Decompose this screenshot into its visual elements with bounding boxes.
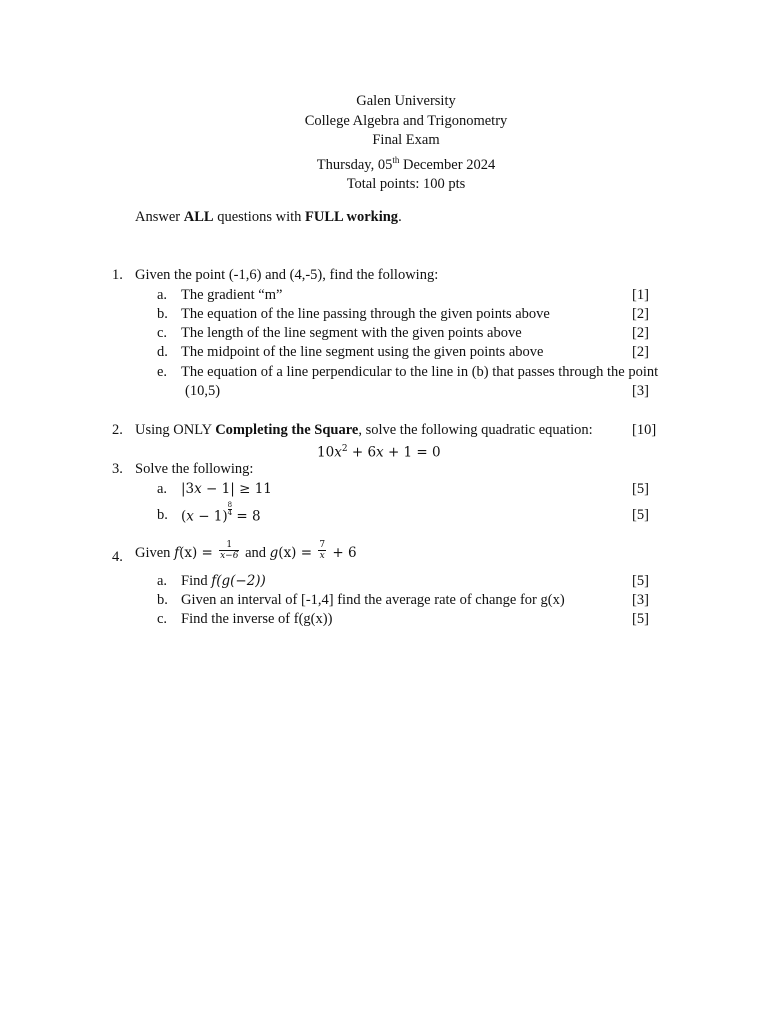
part-text: The equation of a line perpendicular to the line in (b) that passes through the point <box>181 364 659 380</box>
part-text: The midpoint of the line segment using the given points above <box>181 344 544 360</box>
exam-title: Final Exam <box>372 132 440 149</box>
question-text: Given the point (-1,6) and (4,-5), find the following: <box>135 267 439 283</box>
question-text: Solve the following: <box>135 461 254 477</box>
question-number: 3. <box>112 461 123 477</box>
part-text: The length of the line segment with the given points above <box>181 325 522 341</box>
part-points: [1] <box>632 287 649 303</box>
part-label: b. <box>157 507 168 523</box>
part-points: [5] <box>632 611 649 627</box>
question-points: [10] <box>632 422 657 438</box>
part-math: (x − 1) $\frac{8}{4}$ = 8 <box>181 501 261 525</box>
question-number: 2. <box>112 422 123 438</box>
question-text: Given f(x) = $\frac{1}{x-6}$ and g(x) = $\frac{7}{x}$ + 6 <box>135 540 357 561</box>
part-label: a. <box>157 573 168 589</box>
quadratic-equation: $10x^2 + 6x + 1 = 0$ <box>317 444 441 461</box>
instructions: Answer ALL questions with FULL working. <box>135 209 402 225</box>
exam-date: Thursday, 05th December 2024 <box>316 154 496 173</box>
part-label: a. <box>157 287 168 303</box>
part-label: a. <box>157 481 168 497</box>
part-text: The equation of the line passing through the given points above <box>181 306 550 322</box>
part-label: c. <box>157 325 168 341</box>
part-math: |3x − 1| ≥ 11 <box>181 481 272 497</box>
part-label: b. <box>157 592 168 608</box>
university-name: Galen University <box>356 93 456 109</box>
part-points: [2] <box>632 306 649 322</box>
part-points: [2] <box>632 344 649 360</box>
part-text: Find f(g(−2)) <box>181 573 266 589</box>
question-number: 1. <box>112 267 123 283</box>
part-text: Find the inverse of f(g(x)) <box>181 611 333 627</box>
part-points: [3] <box>632 383 649 399</box>
part-label: b. <box>157 306 168 322</box>
part-text-continued: (10,5) <box>185 383 221 399</box>
total-points: Total points: 100 pts <box>346 176 466 193</box>
part-label: d. <box>157 344 168 360</box>
part-points: [5] <box>632 481 649 497</box>
part-label: e. <box>157 364 168 380</box>
question-number: 4. <box>112 549 123 565</box>
part-points: [2] <box>632 325 649 341</box>
part-label: c. <box>157 611 168 627</box>
question-text: Using ONLY Completing the Square, solve the following quadratic equation: <box>135 422 593 438</box>
part-points: [5] <box>632 507 649 523</box>
exam-header <box>0 92 768 195</box>
part-points: [3] <box>632 592 649 608</box>
part-text: The gradient “m” <box>181 287 283 303</box>
course-title: College Algebra and Trigonometry <box>304 112 508 129</box>
part-points: [5] <box>632 573 649 589</box>
part-text: Given an interval of [-1,4] find the average rate of change for g(x) <box>181 592 565 608</box>
